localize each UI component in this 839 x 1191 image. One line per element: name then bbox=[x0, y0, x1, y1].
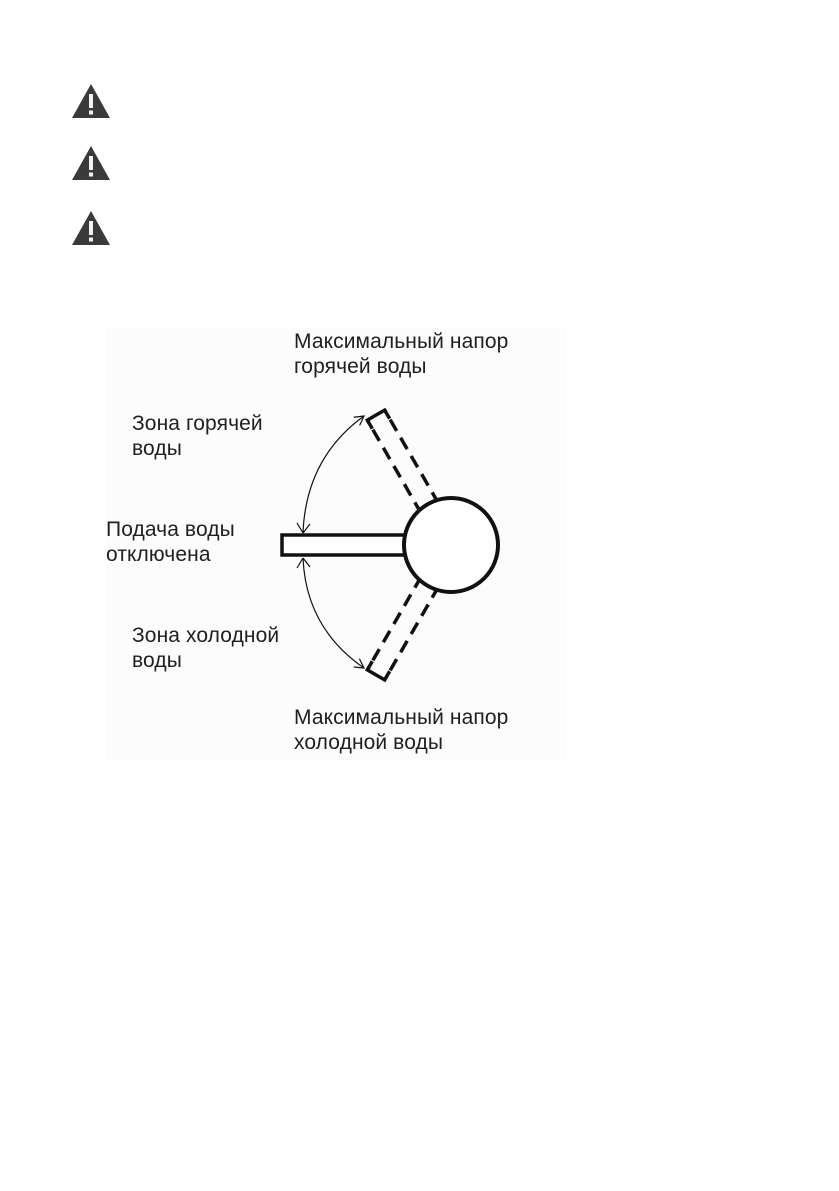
label-cold-zone: Зона холодной воды bbox=[132, 624, 280, 672]
warning-triangle-icon bbox=[71, 145, 111, 181]
label-water-off: Подача воды отключена bbox=[106, 518, 235, 566]
warning-icon-2 bbox=[71, 145, 111, 181]
cold-zone-arc bbox=[303, 558, 364, 668]
label-max-cold: Максимальный напор холодной воды bbox=[294, 706, 509, 754]
warning-triangle-icon bbox=[71, 83, 111, 119]
warning-icon-1 bbox=[71, 83, 111, 119]
label-hot-zone: Зона горячей воды bbox=[132, 412, 263, 460]
warning-triangle-icon bbox=[71, 210, 111, 246]
warning-icon-3 bbox=[71, 210, 111, 246]
lever-base-circle bbox=[404, 498, 498, 592]
label-max-hot: Максимальный напор горячей воды bbox=[294, 330, 509, 378]
off-handle bbox=[282, 535, 406, 555]
faucet-lever-diagram bbox=[106, 328, 567, 760]
hot-zone-arc bbox=[303, 416, 364, 533]
